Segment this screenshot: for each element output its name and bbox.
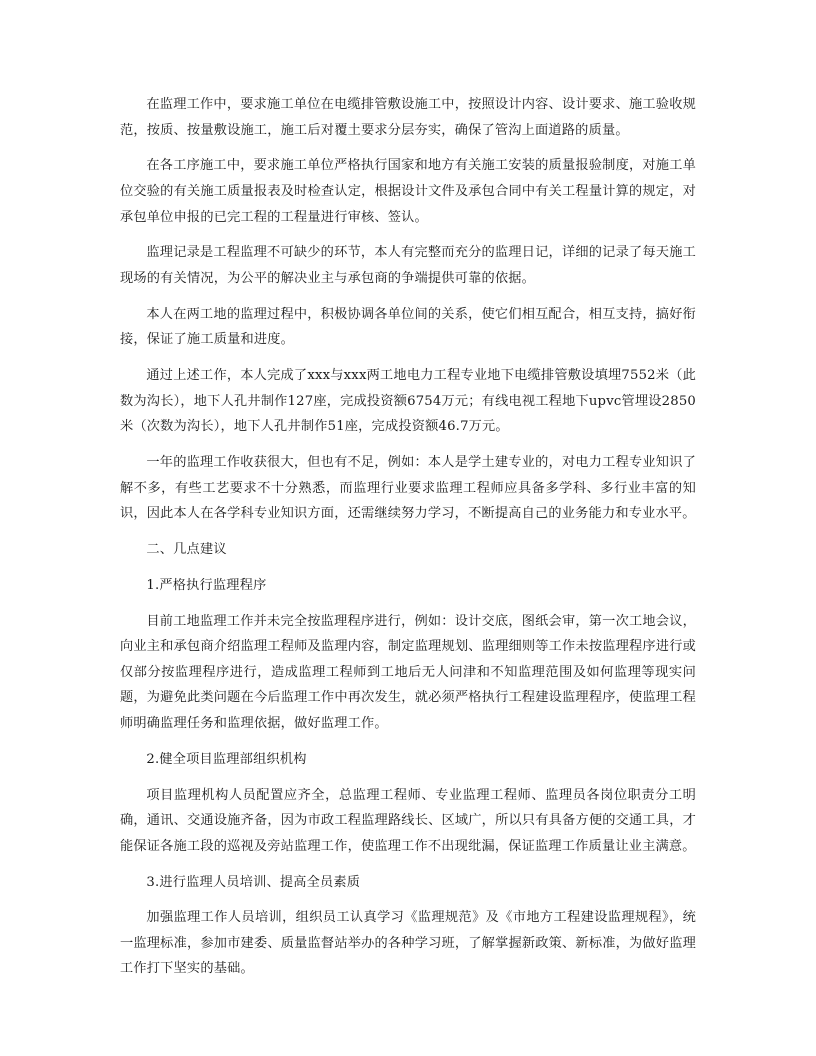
paragraph-organization: 项目监理机构人员配置应齐全，总监理工程师、专业监理工程师、监理员各岗位职责分工明确，通讯、交通设施齐备，因为市政工程监理路线长、区域广，所以只有具备方便的交通工具，才能保证各施工段的巡视及旁站监理工作，使监理工作不出现纰漏，保证监理工作质量让业主满意。 [120, 787, 696, 854]
paragraph-strict-procedure: 目前工地监理工作并未完全按监理程序进行，例如：设计交底，图纸会审，第一次工地会议，向业主和承包商介绍监理工程师及监理内容，制定监理规划、监理细则等工作未按监理程序进行或仅部分按监理程序进行，造成监理工程师到工地后无人问津和不知监理范围及如何监理等现实问题，为避免此类问题在今后监理工作中再次发生，就必须严格执行工程建设监理程序，使监理工程师明确监理任务和监理依据，做好监理工作。 [120, 613, 696, 731]
section-heading-suggestions: 二、几点建议 [146, 542, 227, 558]
paragraph-supervision-log: 监理记录是工程监理不可缺少的环节，本人有完整而充分的监理日记，详细的记录了每天施工现场的有关情况，为公平的解决业主与承包商的争端提供可靠的依据。 [120, 245, 696, 286]
paragraph-work-completed: 通过上述工作，本人完成了xxx与xxx两工地电力工程专业地下电缆排管敷设填埋7552米（此数为沟长），地下人孔井制作127座，完成投资额6754万元；有线电视工程地下upvc管埋设2850米（次数为沟长），地下人孔井制作51座，完成投资额46.7万元。 [120, 368, 696, 435]
subheading-strict-procedure: 1.严格执行监理程序 [146, 577, 267, 593]
paragraph-training: 加强监理工作人员培训，组织员工认真学习《监理规范》及《市地方工程建设监理规程》，统一监理标准，参加市建委、质量监督站举办的各种学习班，了解掌握新政策、新标准，为做好监理工作打下坚实的基础。 [120, 910, 696, 977]
paragraph-inspection-procedure: 在各工序施工中，要求施工单位严格执行国家和地方有关施工安装的质量报验制度，对施工单位交验的有关施工质量报表及时检查认定，根据设计文件及承包合同中有关工程量计算的规定，对承包单位申报的已完工程的工程量进行审核、签认。 [120, 158, 696, 225]
document-body [120, 92, 696, 992]
paragraph-coordination: 本人在两工地的监理过程中，积极协调各单位间的关系，使它们相互配合，相互支持，搞好衔接，保证了施工质量和进度。 [120, 306, 696, 348]
subheading-training: 3.进行监理人员培训、提高全员素质 [146, 874, 361, 890]
paragraph-construction-quality: 在监理工作中，要求施工单位在电缆排管敷设施工中，按照设计内容、设计要求、施工验收规范，按质、按量敷设施工，施工后对覆土要求分层夯实，确保了管沟上面道路的质量。 [120, 97, 696, 138]
paragraph-shortcomings: 一年的监理工作收获很大，但也有不足，例如：本人是学土建专业的，对电力工程专业知识了解不多，有些工艺要求不十分熟悉，而监理行业要求监理工程师应具备多学科、多行业丰富的知识，因此本人在各学科专业知识方面，还需继续努力学习，不断提高自己的业务能力和专业水平。 [120, 455, 696, 522]
subheading-organization: 2.健全项目监理部组织机构 [146, 751, 307, 767]
